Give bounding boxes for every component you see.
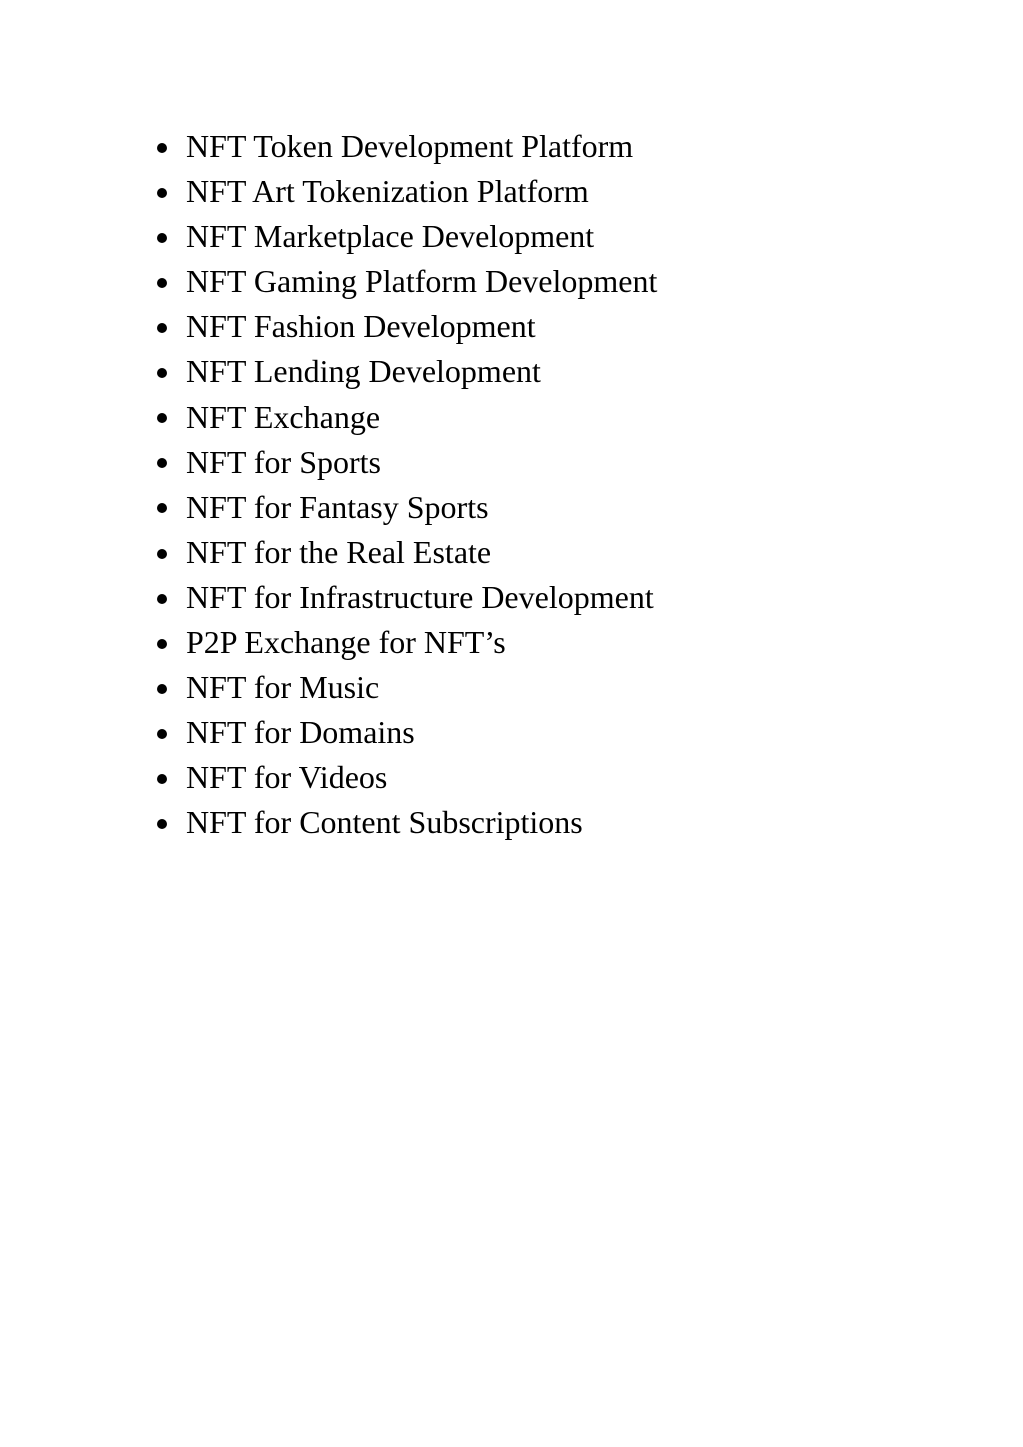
list-item	[155, 259, 657, 304]
list-item	[155, 440, 657, 485]
bullet-list	[155, 124, 657, 846]
list-item-text: NFT Exchange	[186, 398, 381, 435]
list-item	[155, 214, 657, 259]
list-item-text: P2P Exchange for NFT’s	[186, 624, 506, 661]
list-item-text: NFT Lending Development	[186, 353, 541, 390]
list-item-text: NFT Art Tokenization Platform	[186, 173, 589, 210]
list-item	[155, 755, 657, 800]
list-item-text: NFT for Fantasy Sports	[186, 488, 489, 525]
list-item-text: NFT for the Real Estate	[186, 533, 492, 570]
list-item	[155, 710, 657, 755]
bullet-icon	[155, 800, 186, 845]
bullet-icon	[155, 620, 186, 665]
list-item-text: NFT for Domains	[186, 714, 415, 751]
list-item-text: NFT Marketplace Development	[186, 218, 595, 255]
list-item-text: NFT for Videos	[186, 759, 388, 796]
bullet-icon	[155, 710, 186, 755]
list-item	[155, 485, 657, 530]
list-item	[155, 349, 657, 394]
bullet-icon	[155, 485, 186, 530]
bullet-icon	[155, 665, 186, 710]
bullet-icon	[155, 214, 186, 259]
list-item	[155, 800, 657, 845]
list-item	[155, 124, 657, 169]
bullet-icon	[155, 530, 186, 575]
list-item-text: NFT for Content Subscriptions	[186, 804, 583, 841]
bullet-icon	[155, 169, 186, 214]
bullet-icon	[155, 440, 186, 485]
bullet-icon	[155, 755, 186, 800]
list-item-text: NFT Token Development Platform	[186, 128, 634, 164]
bullet-icon	[155, 304, 186, 349]
bullet-icon	[155, 395, 186, 440]
list-item-text: NFT for Music	[186, 669, 380, 706]
list-item	[155, 575, 657, 620]
list-item	[155, 395, 657, 440]
list-item-text: NFT for Infrastructure Development	[186, 578, 654, 615]
list-item-text: NFT Gaming Platform Development	[186, 263, 658, 300]
list-item-text: NFT for Sports	[186, 443, 381, 480]
list-item	[155, 620, 657, 665]
bullet-icon	[155, 259, 186, 304]
bullet-icon	[155, 575, 186, 620]
bullet-icon	[155, 349, 186, 394]
list-item	[155, 169, 657, 214]
bullet-icon	[155, 124, 186, 169]
list-item	[155, 304, 657, 349]
list-item	[155, 530, 657, 575]
list-item-text: NFT Fashion Development	[186, 308, 536, 345]
list-item	[155, 665, 657, 710]
